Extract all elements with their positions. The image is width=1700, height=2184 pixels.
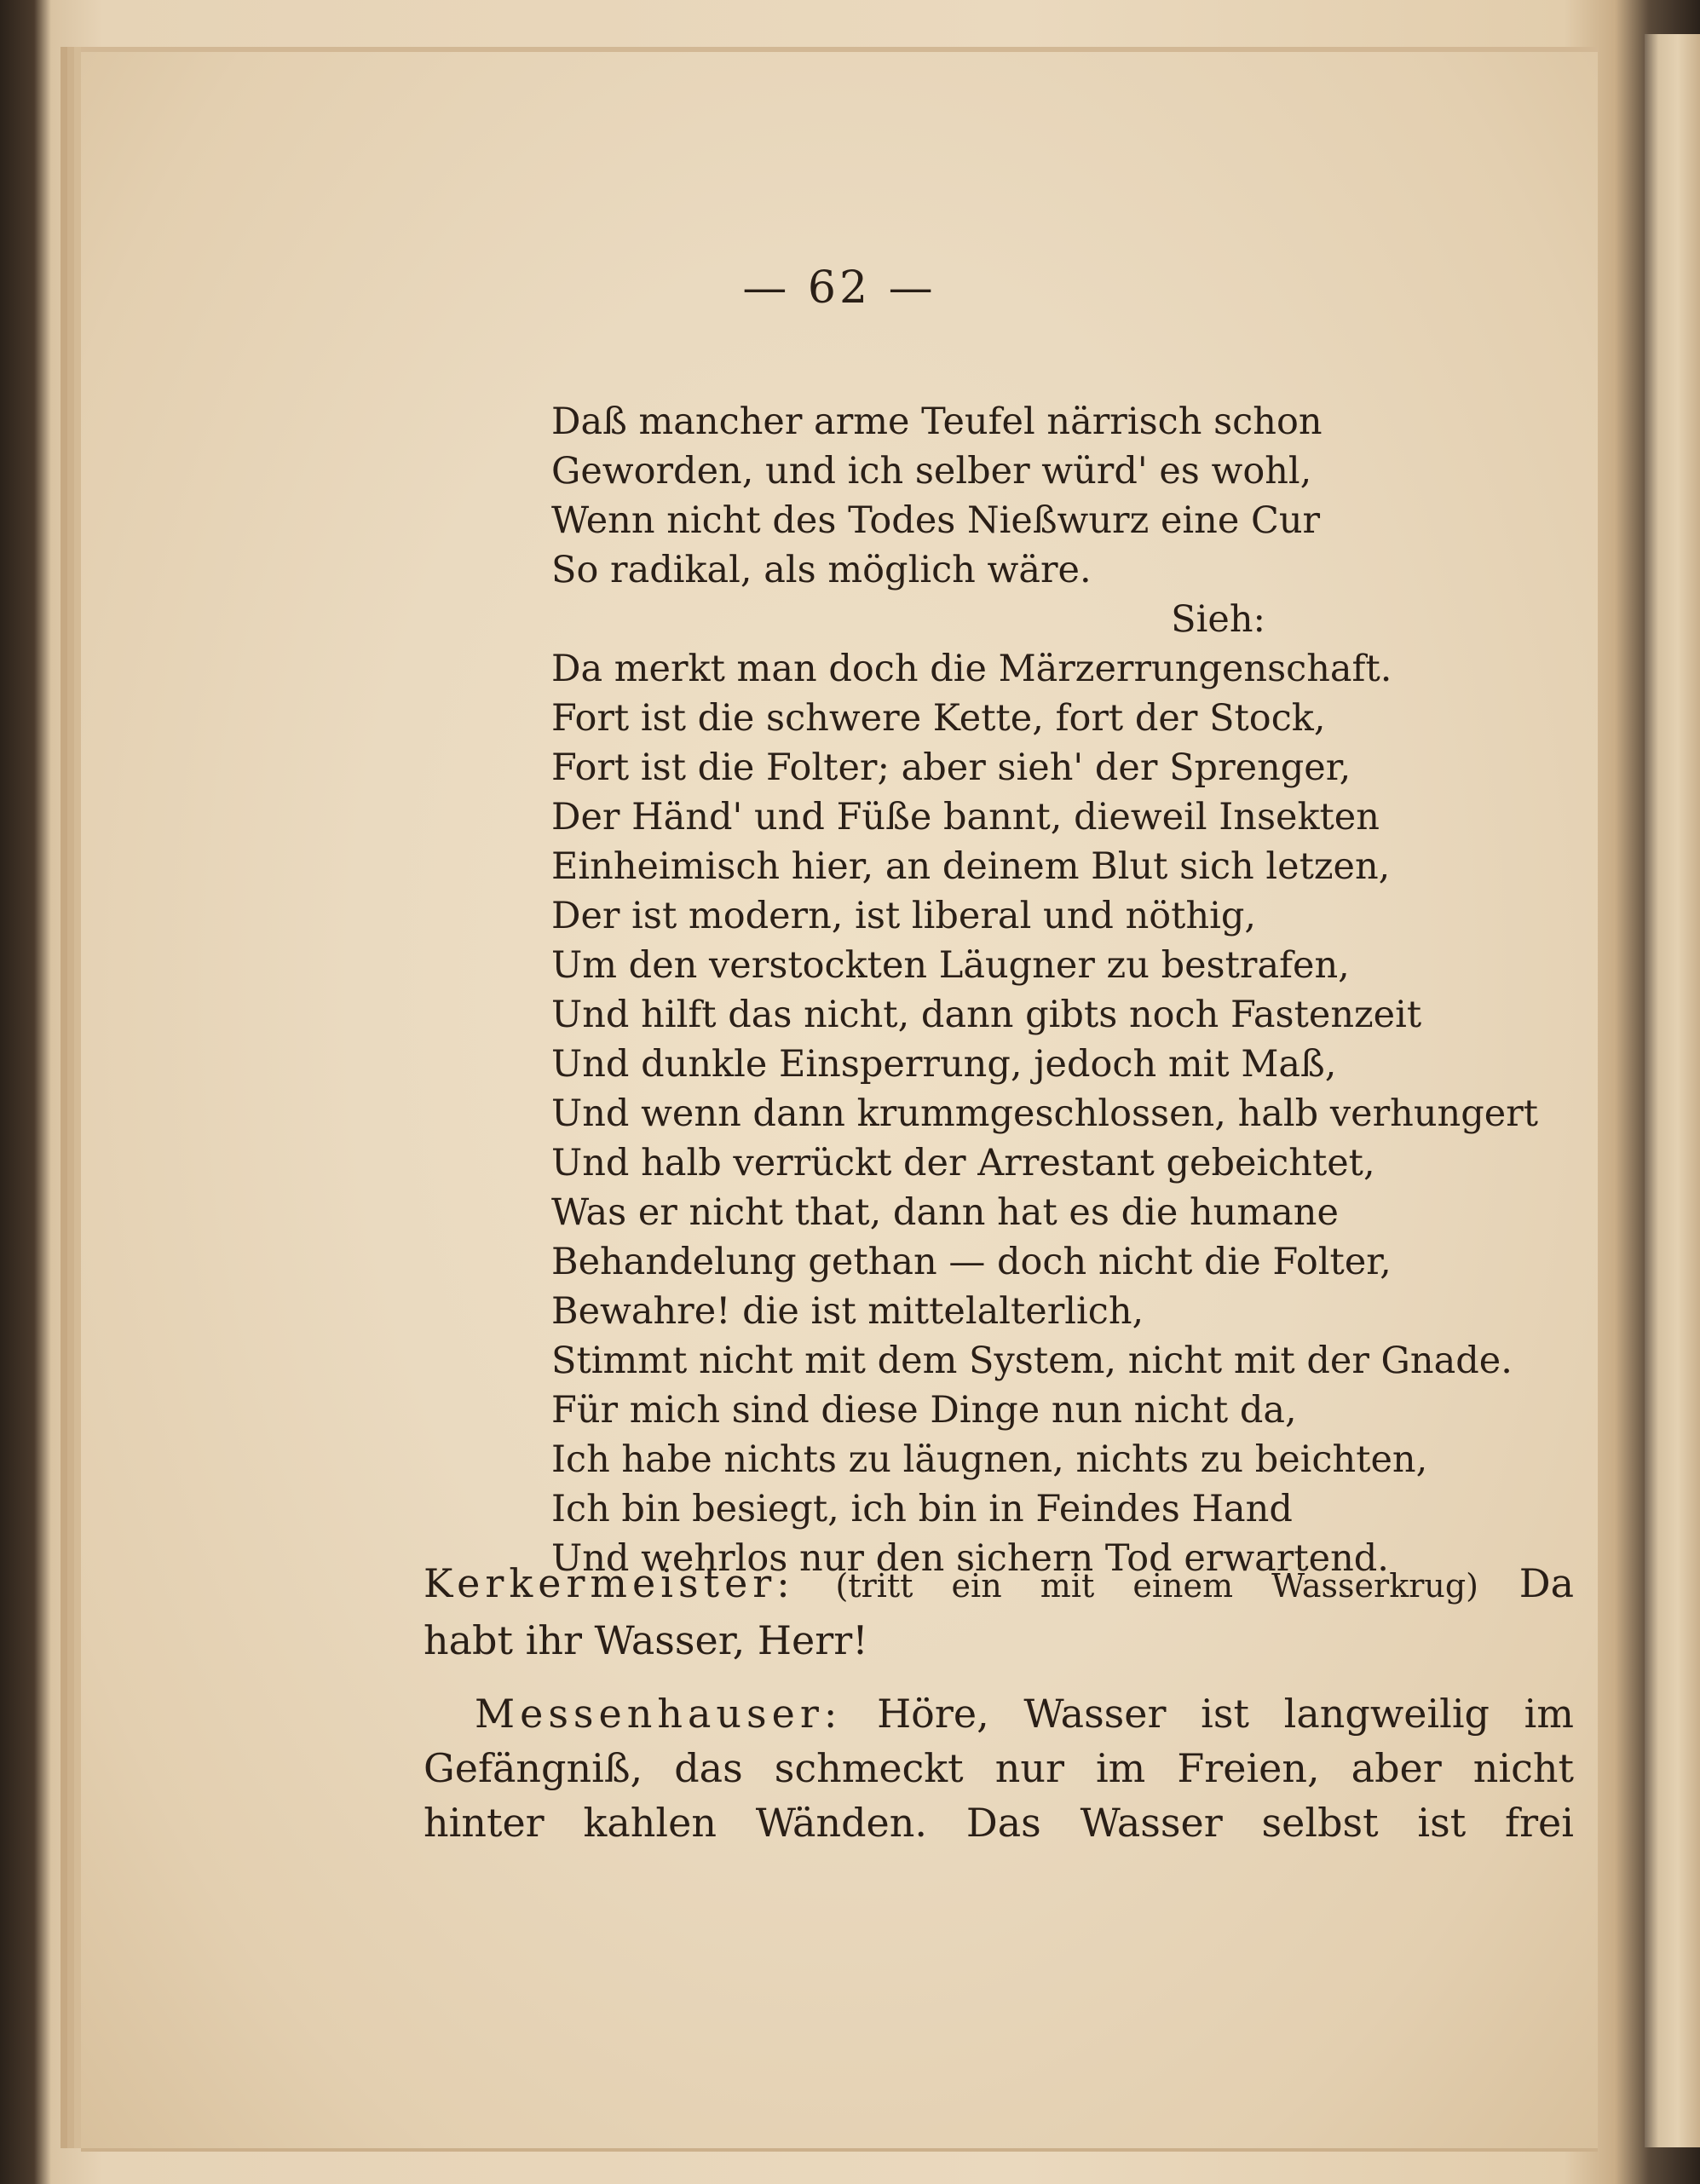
verse-line: Um den verstockten Läugner zu bestrafen, [551,944,1350,987]
page-number: — 62 — [742,262,936,314]
speaker-name: Messenhauser: [475,1691,843,1737]
verse-line: Ich bin besiegt, ich bin in Feindes Hand [551,1488,1293,1530]
verse-line: Fort ist die schwere Kette, fort der Stock, [551,697,1326,740]
verse-line: Stimmt nicht mit dem System, nicht mit der Gnade. [551,1340,1513,1382]
speech-line [424,1686,1574,1741]
verse-line: Einheimisch hier, an deinem Blut sich letzen, [551,845,1391,888]
verse-line: Und dunkle Einsperrung, jedoch mit Maß, [551,1043,1337,1086]
messenhauser-speech [424,1686,1574,1850]
stage-direction: (tritt ein mit einem Wasserkrug) [835,1567,1479,1605]
verse-line: Ich habe nichts zu läugnen, nichts zu beichten, [551,1438,1428,1481]
kerkermeister-speech [424,1556,1574,1668]
page-text [81,52,1598,2148]
speech-line: hinter kahlen Wänden. Das Wasser selbst ist frei [424,1800,1574,1846]
verse-block [551,397,1538,1583]
verse-line: Geworden, und ich selber würd' es wohl, [551,450,1312,493]
speaker-name: Kerkermeister: [424,1560,795,1606]
verse-line: Der ist modern, ist liberal und nöthig, [551,895,1257,937]
verse-line: Fort ist die Folter; aber sieh' der Sprenger, [551,746,1351,789]
speech-text: Da [1518,1560,1574,1606]
book-page [81,47,1598,2148]
verse-line: Und halb verrückt der Arrestant gebeichtet, [551,1142,1375,1184]
verse-line: Und wenn dann krummgeschlossen, halb verhungert [551,1092,1539,1135]
verse-line: Und wehrlos nur den sichern Tod erwartend. [551,1537,1389,1580]
verse-line: So radikal, als möglich wäre. [551,549,1092,591]
verse-line: Wenn nicht des Todes Nießwurz eine Cur [551,499,1321,542]
verse-line: Was er nicht that, dann hat es die humane [551,1191,1339,1234]
verse-line: Sieh: [1171,598,1265,641]
verse-line: Bewahre! die ist mittelalterlich, [551,1290,1144,1333]
verse-line: Daß mancher arme Teufel närrisch schon [551,400,1323,443]
speech-line [424,1556,1574,1613]
speech-text: Höre, Wasser ist langweilig im [877,1691,1574,1737]
speech-line: Gefängniß, das schmeckt nur im Freien, aber nicht [424,1745,1574,1791]
facing-page-edge [1645,34,1700,2147]
verse-line: Der Händ' und Füße bannt, dieweil Insekten [551,796,1380,838]
speech-line: habt ihr Wasser, Herr! [424,1617,868,1663]
verse-line: Behandelung gethan — doch nicht die Folter, [551,1241,1392,1283]
verse-line: Da merkt man doch die Märzerrungenschaft. [551,648,1392,690]
verse-line: Für mich sind diese Dinge nun nicht da, [551,1389,1297,1432]
verse-line: Und hilft das nicht, dann gibts noch Fastenzeit [551,994,1422,1036]
